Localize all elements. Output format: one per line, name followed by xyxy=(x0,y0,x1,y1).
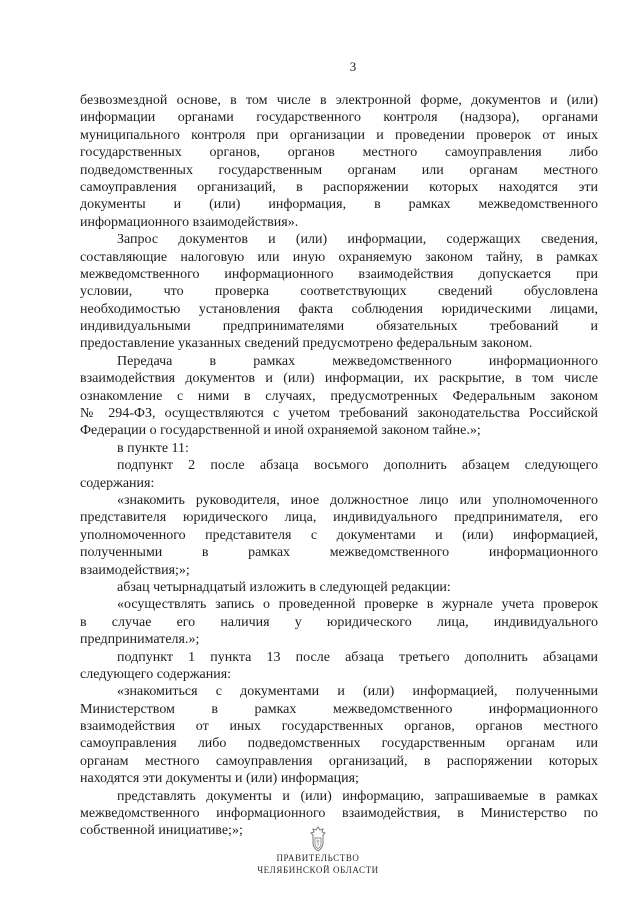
body-line: необходимостью установления факта соблюдения юридическими лицами, xyxy=(80,301,598,317)
body-line: полученными в рамках межведомственного информационного xyxy=(80,545,598,561)
org-name-line-2: ЧЕЛЯБИНСКОЙ ОБЛАСТИ xyxy=(257,865,379,875)
body-line: подпункт 1 пункта 13 после абзаца третьего дополнить абзацами xyxy=(117,649,598,665)
body-line: предоставление указанных сведений предусмотрено федеральным законом. xyxy=(80,336,533,352)
org-name-line-1: ПРАВИТЕЛЬСТВО xyxy=(276,853,360,863)
body-line: содержания: xyxy=(80,475,155,491)
body-line: абзац четырнадцатый изложить в следующей редакции: xyxy=(117,579,451,595)
body-line: предпринимателя.»; xyxy=(80,632,200,648)
body-line: подпункт 2 после абзаца восьмого дополнить абзацем следующего xyxy=(117,458,598,474)
body-line: самоуправления либо подведомственных государственным органам или xyxy=(80,736,598,752)
coat-of-arms-icon xyxy=(308,826,328,852)
body-line: безвозмездной основе, в том числе в электронной форме, документов и (или) xyxy=(80,93,598,108)
body-line: взаимодействия документов и (или) информации, их раскрытие, в том числе xyxy=(80,371,598,387)
body-line: составляющие налоговую или иную охраняемую законом тайну, в рамках xyxy=(80,249,598,265)
body-line: собственной инициативе;»; xyxy=(80,823,243,839)
body-line: № 294-ФЗ, осуществляются с учетом требований законодательства Российской xyxy=(80,406,598,422)
body-line: взаимодействия от иных государственных органов, органов местного xyxy=(80,719,598,735)
body-line: взаимодействия;»; xyxy=(80,562,190,578)
body-line: индивидуальными предпринимателями обязательных требований и xyxy=(80,319,598,335)
body-line: государственных органов, органов местного самоуправления либо xyxy=(80,145,598,161)
body-line: Передача в рамках межведомственного информационного xyxy=(117,353,598,369)
body-line: межведомственного информационного взаимодействия, в Министерство по xyxy=(80,806,598,822)
body-line: в пункте 11: xyxy=(117,440,189,456)
body-line: документы и (или) информация, в рамках межведомственного xyxy=(80,197,598,213)
body-line: представителя юридического лица, индивидуального предпринимателя, его xyxy=(80,510,598,526)
body-line: в случае его наличия у юридического лица, индивидуального xyxy=(80,614,598,630)
body-line: Федерации о государственной и иной охраняемой законом тайне.»; xyxy=(80,423,481,439)
page-number: 3 xyxy=(349,59,357,74)
body-line: находятся эти документы и (или) информация; xyxy=(80,771,359,787)
body-line: самоуправления организаций, в распоряжении которых находятся эти xyxy=(80,179,598,195)
body-line: подведомственных государственным органам или органам местного xyxy=(80,162,598,178)
body-line: уполномоченного представителя с документами и (или) информацией, xyxy=(80,527,598,543)
body-line: Запрос документов и (или) информации, содержащих сведения, xyxy=(117,232,598,248)
document-body xyxy=(80,92,598,840)
body-line: органам местного самоуправления организаций, в распоряжении которых xyxy=(80,753,598,769)
body-line: условии, что проверка соответствующих сведений обусловлена xyxy=(80,284,598,300)
body-line: Министерством в рамках межведомственного информационного xyxy=(80,701,598,717)
body-line: информационного взаимодействия». xyxy=(80,214,299,230)
body-line: ознакомление с ними в случаях, предусмотренных Федеральным законом xyxy=(80,388,598,404)
body-line: представлять документы и (или) информацию, запрашиваемые в рамках xyxy=(117,788,598,804)
document-footer xyxy=(250,826,386,876)
body-line: муниципального контроля при организации и проведении проверок от иных xyxy=(80,127,598,143)
body-line: «знакомиться с документами и (или) информацией, полученными xyxy=(117,684,598,700)
body-line: «знакомить руководителя, иное должностное лицо или уполномоченного xyxy=(117,492,598,508)
body-line: информации органами государственного контроля (надзора), органами xyxy=(80,110,598,126)
body-line: следующего содержания: xyxy=(80,666,232,682)
body-line: «осуществлять запись о проведенной проверке в журнале учета проверок xyxy=(117,597,598,613)
body-line: межведомственного информационного взаимодействия допускается при xyxy=(80,266,598,282)
